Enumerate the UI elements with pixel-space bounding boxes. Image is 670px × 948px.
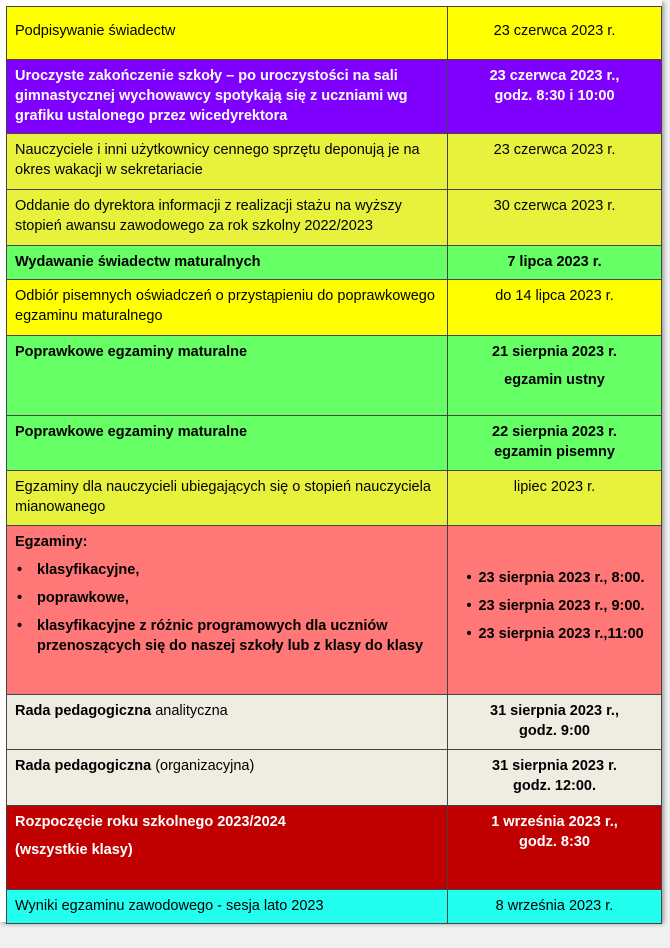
exam-type-line: egzamin ustny bbox=[504, 372, 605, 388]
event-rest: (organizacyjna) bbox=[151, 758, 255, 774]
date-cell: 8 września 2023 r. bbox=[448, 890, 662, 924]
date-cell bbox=[448, 336, 662, 416]
event-cell: Nauczyciele i inni użytkownicy cennego sprzętu deponują je na okres wakacji w sekretariacie bbox=[7, 134, 448, 190]
date-cell: 23 czerwca 2023 r. bbox=[448, 7, 662, 60]
date-line: 31 sierpnia 2023 r., bbox=[490, 703, 619, 719]
time-line: godz. 9:00 bbox=[519, 723, 590, 739]
table-row bbox=[7, 695, 662, 750]
event-bold: Rada pedagogiczna bbox=[15, 758, 152, 774]
event-bold: Rada pedagogiczna bbox=[15, 703, 152, 719]
date-line: 22 sierpnia 2023 r. bbox=[492, 424, 617, 440]
date-line: 31 sierpnia 2023 r. bbox=[492, 758, 617, 774]
exams-list bbox=[15, 560, 439, 656]
list-item: • 23 sierpnia 2023 r., 8:00. bbox=[464, 568, 644, 588]
date-cell bbox=[448, 60, 662, 134]
table-row bbox=[7, 750, 662, 806]
date-cell: 7 lipca 2023 r. bbox=[448, 246, 662, 280]
exam-dates-list bbox=[464, 560, 644, 644]
list-item: • klasyfikacyjne, bbox=[15, 560, 439, 580]
date-line: 23 czerwca 2023 r., bbox=[489, 68, 620, 84]
event-cell: Poprawkowe egzaminy maturalne bbox=[7, 416, 448, 471]
table-row bbox=[7, 60, 662, 134]
table-row bbox=[7, 416, 662, 471]
table-row bbox=[7, 890, 662, 924]
event-cell: Wydawanie świadectw maturalnych bbox=[7, 246, 448, 280]
date-cell bbox=[448, 526, 662, 695]
time-line: godz. 8:30 i 10:00 bbox=[494, 88, 615, 104]
event-cell: Egzaminy dla nauczycieli ubiegających się o stopień nauczyciela mianowanego bbox=[7, 471, 448, 526]
table-row bbox=[7, 280, 662, 336]
table-row bbox=[7, 806, 662, 890]
event-cell bbox=[7, 806, 448, 890]
event-cell: Uroczyste zakończenie szkoły – po uroczystości na sali gimnastycznej wychowawcy spotykają się z uczniami wg grafiku ustalonego przez wicedyrektora bbox=[7, 60, 448, 134]
table-row bbox=[7, 190, 662, 246]
date-cell: do 14 lipca 2023 r. bbox=[448, 280, 662, 336]
date-line: 21 sierpnia 2023 r. bbox=[492, 344, 617, 360]
event-cell bbox=[7, 695, 448, 750]
list-item: • 23 sierpnia 2023 r., 9:00. bbox=[464, 596, 644, 616]
date-cell: 30 czerwca 2023 r. bbox=[448, 190, 662, 246]
exams-heading: Egzaminy: bbox=[15, 534, 88, 550]
exam-type-line: egzamin pisemny bbox=[494, 444, 615, 460]
list-item: • klasyfikacyjne z różnic programowych dla uczniów przenoszących się do naszej szkoły lub z klasy do klasy bbox=[15, 616, 439, 656]
date-cell bbox=[448, 695, 662, 750]
event-cell: Wyniki egzaminu zawodowego - sesja lato 2023 bbox=[7, 890, 448, 924]
event-rest: analityczna bbox=[151, 703, 228, 719]
date-cell: lipiec 2023 r. bbox=[448, 471, 662, 526]
event-line: Rozpoczęcie roku szkolnego 2023/2024 bbox=[15, 814, 286, 830]
date-cell bbox=[448, 416, 662, 471]
table-row bbox=[7, 471, 662, 526]
table-row bbox=[7, 336, 662, 416]
event-line: (wszystkie klasy) bbox=[15, 842, 133, 858]
time-line: godz. 12:00. bbox=[513, 778, 596, 794]
event-cell bbox=[7, 526, 448, 695]
date-cell bbox=[448, 750, 662, 806]
school-calendar-table bbox=[6, 6, 662, 924]
event-cell: Oddanie do dyrektora informacji z realizacji stażu na wyższy stopień awansu zawodowego za rok szkolny 2022/2023 bbox=[7, 190, 448, 246]
event-cell: Podpisywanie świadectw bbox=[7, 7, 448, 60]
event-cell: Odbiór pisemnych oświadczeń o przystąpieniu do poprawkowego egzaminu maturalnego bbox=[7, 280, 448, 336]
time-line: godz. 8:30 bbox=[519, 834, 590, 850]
table-row bbox=[7, 7, 662, 60]
list-item: • 23 sierpnia 2023 r.,11:00 bbox=[464, 624, 644, 644]
list-item: • poprawkowe, bbox=[15, 588, 439, 608]
date-line: 1 września 2023 r., bbox=[491, 814, 618, 830]
event-cell bbox=[7, 750, 448, 806]
table-row bbox=[7, 134, 662, 190]
date-cell bbox=[448, 806, 662, 890]
table-row bbox=[7, 246, 662, 280]
event-cell: Poprawkowe egzaminy maturalne bbox=[7, 336, 448, 416]
date-cell: 23 czerwca 2023 r. bbox=[448, 134, 662, 190]
table-row bbox=[7, 526, 662, 695]
